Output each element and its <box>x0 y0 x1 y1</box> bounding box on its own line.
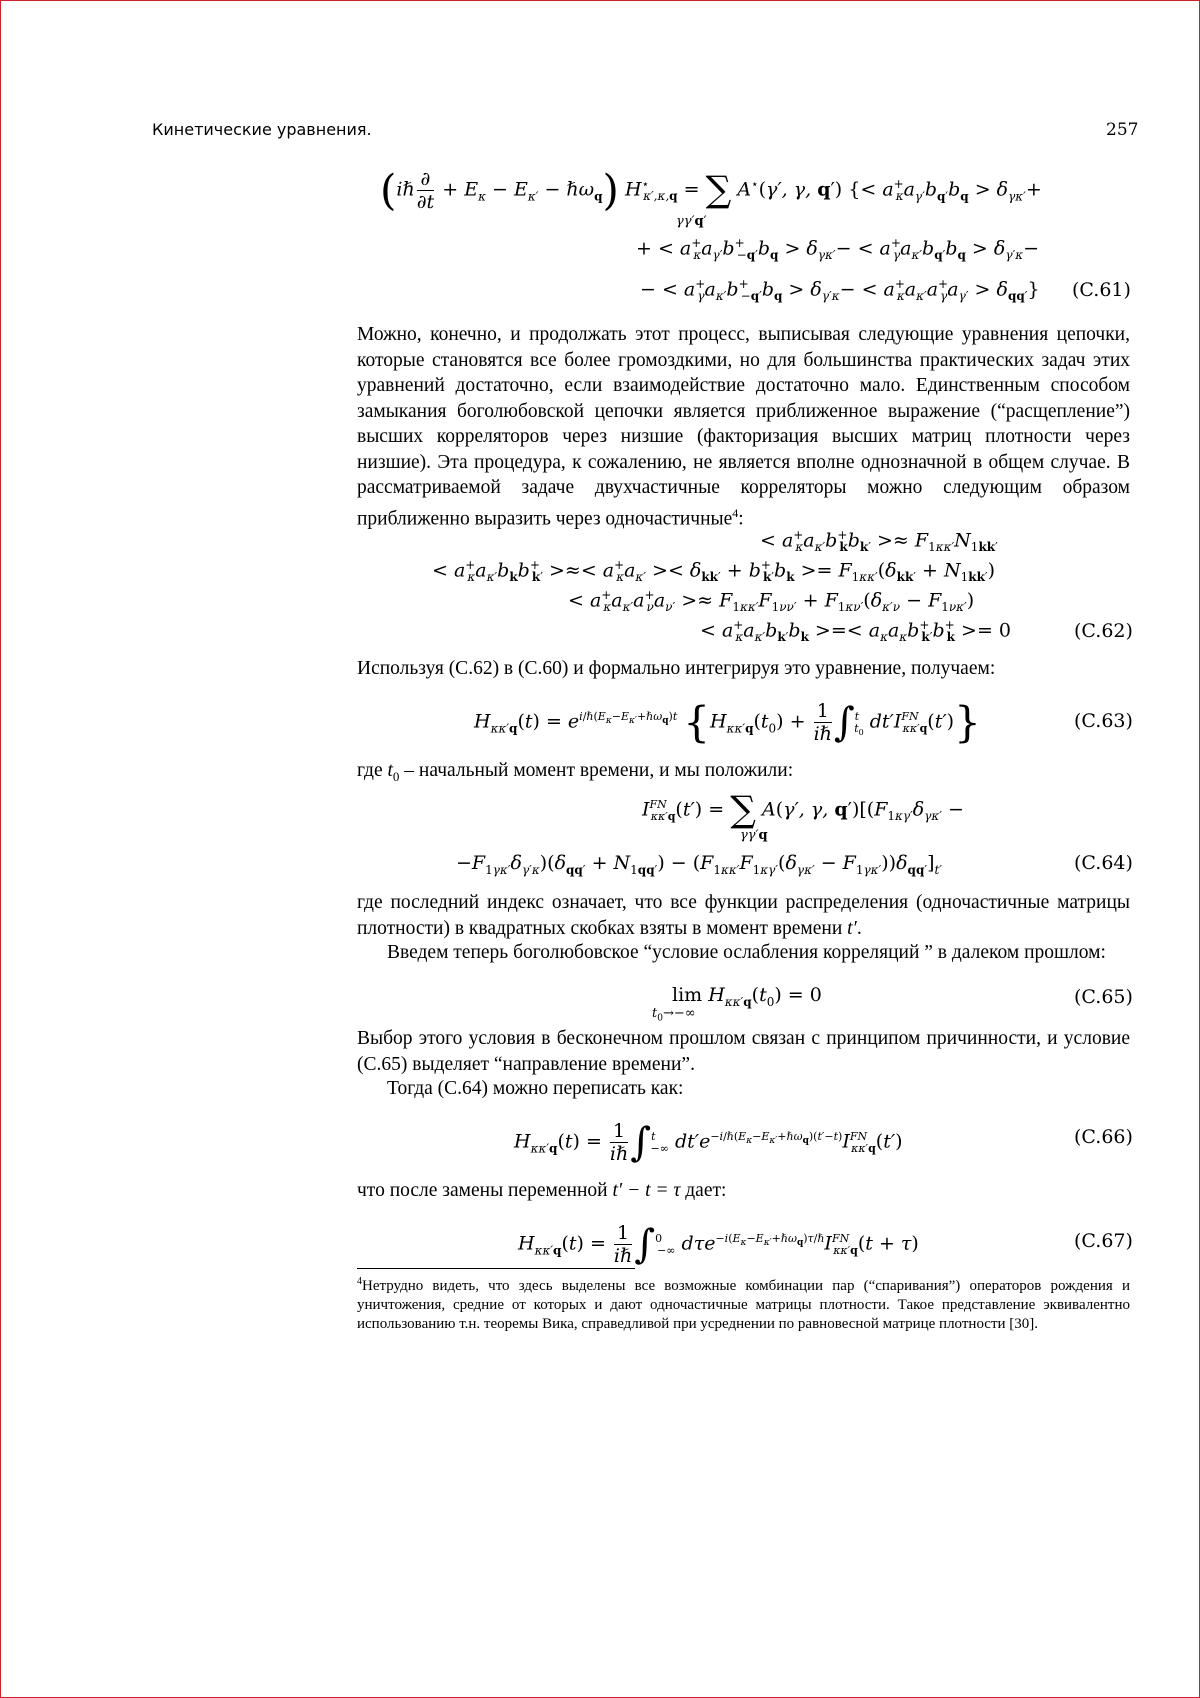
equation-c66: $H_{\kappa\kappa'q}(t)$ = $\frac{1}{\text{iℏ}}$ ∫$^t_{-\infty}$ $dt'e^{-i/\hbar(E_\kappa-E_{\kappa'}+\hbar\omega_q)(t'-t)}I^{FN}_{\kappa\kappa'q}(t')$ <box>514 1119 903 1166</box>
paragraph-8-end: дает: <box>680 1180 727 1201</box>
page-number: 257 <box>1106 120 1139 140</box>
equation-c64-line1: $I^{FN}_{\kappa\kappa'q}(t')$ = ∑ A(γ′, γ, $q')[(F_{1\kappa\gamma'}\delta_{\gamma\kappa'}$ − <box>642 789 964 831</box>
paragraph-5: Введем теперь боголюбовское “условие ослабления корреляций ” в далеком прошлом: <box>387 942 1106 963</box>
equation-c64-line2: $-F_{1\gamma\kappa'}\delta_{\gamma'\kappa})(\delta_{qq'} + N_{1qq'}) - (F_{1\kappa\kappa'}F_{1\kappa\gamma'}(\delta_{\gamma\kappa'} - F_{1\gamma\kappa'}))\delta_{qq'}]_{t'}$ <box>456 852 943 877</box>
paragraph-1 <box>357 322 1130 532</box>
paragraph-3-variable: t <box>387 760 393 781</box>
footnote-text: Нетрудно видеть, что здесь выделены все возможные комбинации пар (“спаривания”) операторов рождения и уничтожения, средние от которых и дают одночастичные матрицы плотности. Такое представление эквивалентно использованию т.н. теоремы Вика, справедливой при усреднении по равновесной матрице плотности [30]. <box>357 1278 1130 1332</box>
paragraph-4-text: где последний индекс означает, что все функции распределения (одночастичные матрицы плотности) в квадратных скобках взяты в момент времени <box>357 892 1130 939</box>
equation-c62-line1: < $a^+_\kappa a_{\kappa'}b^+_kb_{k'} >\approx F_{1\kappa\kappa'}N_{1kk'}$ <box>760 528 998 555</box>
footnote-rule <box>357 1268 635 1269</box>
footnote-mark: 4 <box>357 1276 362 1287</box>
equation-c64-sum-limits: γγ′q <box>740 828 768 843</box>
paragraph-3-end: – начальный момент времени, и мы положили: <box>399 760 794 781</box>
equation-number-c65: (C.65) <box>1074 986 1133 1008</box>
equation-number-c66: (C.66) <box>1074 1126 1133 1148</box>
footnote-reference: 4 <box>732 505 739 520</box>
paragraph-4-variable: t′ <box>847 917 857 939</box>
equation-number-c62: (C.62) <box>1074 620 1133 642</box>
equation-c61-sum-limits: γγ′q′ <box>676 214 707 229</box>
paragraph-4-end: . <box>856 917 862 939</box>
equation-number-c67: (C.67) <box>1074 1230 1133 1252</box>
equation-number-c64: (C.64) <box>1074 852 1133 874</box>
equation-c62-line3: < $a^+_\kappa a_{\kappa'}a^+_\nu a_{\nu'} >\approx F_{1\kappa\kappa'}F_{1\nu\nu'} + F_{1\kappa\nu'}(\delta_{\kappa'\nu} - F_{1\nu\kappa'})$ <box>568 588 975 615</box>
paragraph-6: Выбор этого условия в бесконечном прошлом связан с принципом причинности, и условие (C.65) выделяет “направление времени”. <box>357 1028 1130 1075</box>
paragraph-8-expression: t′ − t = τ <box>612 1180 681 1201</box>
footnote <box>357 1272 1130 1334</box>
equation-number-c63: (C.63) <box>1074 710 1133 732</box>
paragraph-8-start: что после замены переменной <box>357 1180 613 1201</box>
equation-c61-line1: (iℏ $\frac{\partial}{\partial t}$ + $E_\kappa - E_{\kappa'}$ − ℏω$_q$) $H^⋆_{\kappa',\kappa,q}$ = ∑ A⋆(γ′, γ, q′) {< $a^+_\kappa a_{\gamma'}b_{q'}b_q > \delta_{\gamma\kappa'}+$ <box>380 165 1042 215</box>
paragraph-3-start: где <box>357 760 388 781</box>
equation-c63: $H_{\kappa\kappa'q}(t) = e^{i/\hbar(E_\kappa-E_{\kappa'}+\hbar\omega_q)t}$ {$H_{\kappa\kappa'q}(t_0)$ + $\frac{1}{\text{iℏ}}$ ∫$^t_{t_0}$ $dt'I^{FN}_{\kappa\kappa'q}(t')$} <box>474 697 981 747</box>
running-title: Кинетические уравнения. <box>152 120 372 139</box>
equation-number-c61: (C.61) <box>1072 279 1131 301</box>
paragraph-8 <box>357 1178 1130 1204</box>
paragraph-3-subscript: 0 <box>392 768 400 784</box>
paragraph-2: Используя (C.62) в (C.60) и формально интегрируя это уравнение, получаем: <box>357 658 996 679</box>
equation-c62-line4: < $a^+_\kappa a_{\kappa'}b_{k'}b_k$ >=< $a_\kappa a_\kappa b^+_{k'}b^+_k >= 0$ <box>700 618 1012 645</box>
equation-c61-line2: + < $a^+_\kappa a_{\gamma'}b^+_{-q'}b_q > \delta_{\gamma\kappa'}- < a^+_\gamma a_{\kappa'}b_{q'}b_q > \delta_{\gamma'\kappa}-$ <box>636 236 1040 263</box>
paragraph-7: Тогда (C.64) можно переписать как: <box>387 1078 684 1099</box>
paragraph-1-end: : <box>738 508 744 529</box>
paragraph-4 <box>357 890 1130 941</box>
paragraph-1-text: Можно, конечно, и продолжать этот процесс, выписывая следующие уравнения цепочки, которые становятся все более громоздкими, но для большинства практических задач этих уравнений достаточно, если взаимодействие достаточно мало. Единственным способом замыкания боголюбовской цепочки является приближенное выражение (“расщепление”) высших корреляторов через низшие (факторизация высших матриц плотности через низшие). Эта процедура, к сожалению, не является вполне однозначной в общем случае. В рассматриваемой задаче двухчастичные корреляторы можно следующим образом приближенно выразить через одночастичные <box>357 324 1130 529</box>
equation-c62-line2: < $a^+_\kappa a_{\kappa'}b_kb^+_{k'}$ >≈< $a^+_\kappa a_{\kappa'} >< \delta_{kk'} + b^+_{k'}b_k >= F_{1\kappa\kappa'}(\delta_{kk'} + N_{1kk'})$ <box>432 558 996 585</box>
paragraph-3 <box>357 758 1130 789</box>
equation-c65: $\lim H_{\kappa\kappa'q}(t_0) = 0$ <box>672 984 822 1009</box>
equation-c61-line3: − < $a^+_\gamma a_{\kappa'}b^+_{-q'}b_q > \delta_{\gamma'\kappa}- < a^+_\kappa a_{\kappa'}a^+_\gamma a_{\gamma'} > \delta_{qq'}$} <box>640 277 1040 304</box>
equation-c65-limit: $t_0\to-\infty$ <box>652 1006 696 1024</box>
equation-c67: $H_{\kappa\kappa'q}(t)$ = $\frac{1}{\text{iℏ}}$ ∫$^0_{-\infty}$ $d\tau e^{-i(E_\kappa-E_{\kappa'}+\hbar\omega_q)\tau/\hbar}I^{FN}_{\kappa\kappa'q}(t + \tau)$ <box>518 1221 919 1268</box>
